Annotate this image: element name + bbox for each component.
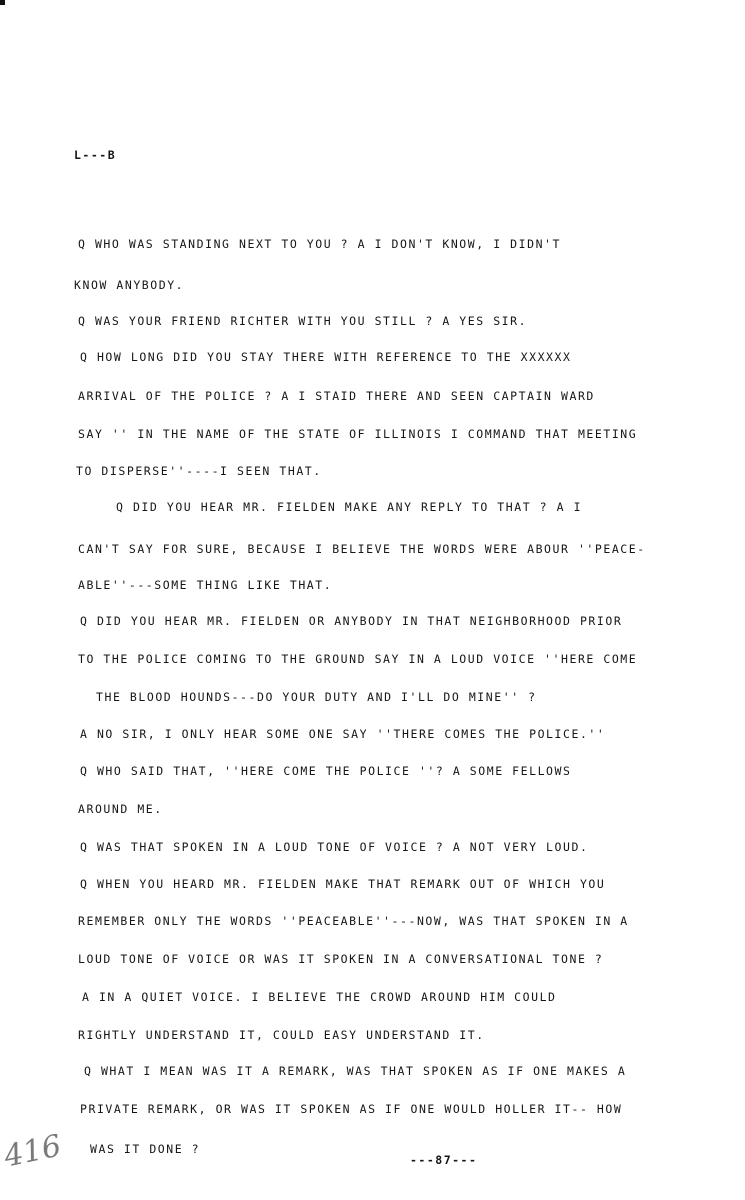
- transcript-line: Q WAS THAT SPOKEN IN A LOUD TONE OF VOICE ? A NOT VERY LOUD.: [80, 840, 589, 854]
- handwritten-page-number: 416: [0, 1128, 65, 1175]
- transcript-line: LOUD TONE OF VOICE OR WAS IT SPOKEN IN A CONVERSATIONAL TONE ?: [78, 952, 604, 966]
- transcript-line: A IN A QUIET VOICE. I BELIEVE THE CROWD AROUND HIM COULD: [82, 990, 557, 1004]
- corner-mark: [0, 0, 5, 5]
- transcript-line: Q HOW LONG DID YOU STAY THERE WITH REFERENCE TO THE XXXXXX: [80, 350, 572, 364]
- transcript-line: A NO SIR, I ONLY HEAR SOME ONE SAY ''THERE COMES THE POLICE.'': [80, 727, 606, 741]
- transcript-line: RIGHTLY UNDERSTAND IT, COULD EASY UNDERSTAND IT.: [78, 1028, 485, 1042]
- transcript-line: THE BLOOD HOUNDS---DO YOUR DUTY AND I'LL DO MINE'' ?: [96, 690, 537, 704]
- transcript-line: REMEMBER ONLY THE WORDS ''PEACEABLE''---NOW, WAS THAT SPOKEN IN A: [78, 914, 629, 928]
- transcript-line: ABLE''---SOME THING LIKE THAT.: [78, 578, 333, 592]
- page-number: ---87---: [410, 1153, 478, 1167]
- transcript-line: WAS IT DONE ?: [90, 1142, 201, 1156]
- transcript-line: Q WHAT I MEAN WAS IT A REMARK, WAS THAT SPOKEN AS IF ONE MAKES A: [84, 1064, 627, 1078]
- transcript-line: Q WHEN YOU HEARD MR. FIELDEN MAKE THAT REMARK OUT OF WHICH YOU: [80, 877, 606, 891]
- transcript-line: KNOW ANYBODY.: [74, 278, 185, 292]
- transcript-line: SAY '' IN THE NAME OF THE STATE OF ILLINOIS I COMMAND THAT MEETING: [78, 427, 638, 441]
- transcript-line: PRIVATE REMARK, OR WAS IT SPOKEN AS IF ONE WOULD HOLLER IT-- HOW: [80, 1102, 623, 1116]
- transcript-line: TO DISPERSE''----I SEEN THAT.: [76, 464, 322, 478]
- transcript-line: ARRIVAL OF THE POLICE ? A I STAID THERE AND SEEN CAPTAIN WARD: [78, 389, 595, 403]
- transcript-line: TO THE POLICE COMING TO THE GROUND SAY IN A LOUD VOICE ''HERE COME: [78, 652, 638, 666]
- page-header: L---B: [74, 148, 117, 162]
- transcript-line: AROUND ME.: [78, 802, 163, 816]
- transcript-line: Q WHO SAID THAT, ''HERE COME THE POLICE ''? A SOME FELLOWS: [80, 764, 572, 778]
- transcript-line: Q WAS YOUR FRIEND RICHTER WITH YOU STILL ? A YES SIR.: [78, 314, 528, 328]
- transcript-line: Q WHO WAS STANDING NEXT TO YOU ? A I DON'T KNOW, I DIDN'T: [78, 237, 561, 251]
- transcript-line: CAN'T SAY FOR SURE, BECAUSE I BELIEVE THE WORDS WERE ABOUR ''PEACE-: [78, 542, 646, 556]
- transcript-line: Q DID YOU HEAR MR. FIELDEN OR ANYBODY IN THAT NEIGHBORHOOD PRIOR: [80, 614, 623, 628]
- transcript-line: Q DID YOU HEAR MR. FIELDEN MAKE ANY REPLY TO THAT ? A I: [116, 500, 583, 514]
